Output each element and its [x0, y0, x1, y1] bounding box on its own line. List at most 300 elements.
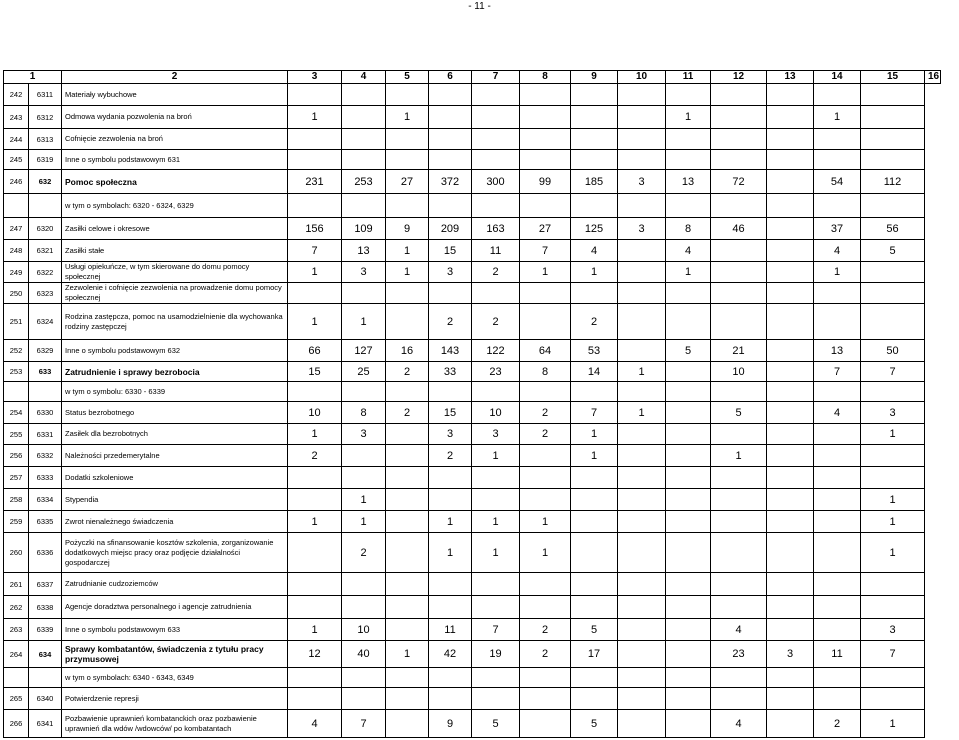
value-cell: 53 — [571, 340, 618, 362]
value-cell: 10 — [288, 402, 342, 424]
value-cell — [520, 84, 571, 106]
value-cell — [767, 489, 814, 511]
value-cell: 1 — [814, 262, 861, 283]
value-cell — [767, 84, 814, 106]
value-cell — [618, 106, 666, 129]
symbol-cell: 6337 — [29, 573, 62, 596]
symbol-cell: 6331 — [29, 424, 62, 445]
value-cell: 112 — [861, 170, 925, 194]
value-cell: 5 — [861, 240, 925, 262]
value-cell: 1 — [429, 533, 472, 573]
table-row — [4, 106, 941, 129]
value-cell — [711, 106, 767, 129]
value-cell: 10 — [711, 362, 767, 382]
value-cell — [618, 382, 666, 402]
value-cell: 1 — [472, 533, 520, 573]
value-cell — [861, 596, 925, 619]
value-cell — [386, 533, 429, 573]
value-cell — [814, 84, 861, 106]
value-cell — [571, 688, 618, 710]
symbol-cell: 6341 — [29, 710, 62, 738]
value-cell — [571, 150, 618, 170]
value-cell — [342, 668, 386, 688]
value-cell — [814, 573, 861, 596]
value-cell — [711, 511, 767, 533]
value-cell: 11 — [814, 641, 861, 668]
value-cell: 3 — [342, 424, 386, 445]
value-cell — [861, 283, 925, 304]
value-cell: 2 — [429, 445, 472, 467]
value-cell — [767, 129, 814, 150]
value-cell — [767, 668, 814, 688]
row-number: 243 — [4, 106, 29, 129]
header-row — [4, 71, 941, 84]
value-cell — [666, 619, 711, 641]
value-cell — [429, 106, 472, 129]
value-cell — [571, 106, 618, 129]
value-cell: 3 — [429, 262, 472, 283]
symbol-cell: 6334 — [29, 489, 62, 511]
row-number: 254 — [4, 402, 29, 424]
symbol-cell: 6311 — [29, 84, 62, 106]
value-cell — [342, 129, 386, 150]
value-cell: 2 — [472, 262, 520, 283]
value-cell — [472, 596, 520, 619]
column-header: 11 — [666, 71, 711, 84]
value-cell — [666, 511, 711, 533]
value-cell — [666, 84, 711, 106]
table-row — [4, 262, 941, 283]
value-cell — [814, 668, 861, 688]
value-cell — [767, 170, 814, 194]
value-cell — [342, 445, 386, 467]
value-cell: 300 — [472, 170, 520, 194]
value-cell — [571, 467, 618, 489]
category-name: Zezwolenie i cofnięcie zezwolenia na prowadzenie domu pomocy społecznej — [62, 283, 288, 304]
value-cell — [767, 218, 814, 240]
row-number: 259 — [4, 511, 29, 533]
value-cell: 2 — [386, 402, 429, 424]
value-cell: 7 — [520, 240, 571, 262]
value-cell — [288, 596, 342, 619]
row-number: 262 — [4, 596, 29, 619]
value-cell: 2 — [288, 445, 342, 467]
value-cell — [472, 668, 520, 688]
value-cell: 109 — [342, 218, 386, 240]
table-row — [4, 170, 941, 194]
value-cell: 25 — [342, 362, 386, 382]
table-row — [4, 445, 941, 467]
value-cell: 11 — [429, 619, 472, 641]
value-cell — [386, 467, 429, 489]
category-name: w tym o symbolach: 6320 - 6324, 6329 — [62, 194, 288, 218]
value-cell — [666, 533, 711, 573]
column-header: 6 — [429, 71, 472, 84]
value-cell — [711, 150, 767, 170]
value-cell — [711, 382, 767, 402]
value-cell: 1 — [666, 106, 711, 129]
value-cell: 99 — [520, 170, 571, 194]
column-header: 5 — [386, 71, 429, 84]
value-cell: 2 — [571, 304, 618, 340]
value-cell — [814, 489, 861, 511]
category-name: Status bezrobotnego — [62, 402, 288, 424]
value-cell: 54 — [814, 170, 861, 194]
value-cell: 10 — [472, 402, 520, 424]
value-cell: 3 — [618, 218, 666, 240]
row-number: 257 — [4, 467, 29, 489]
symbol-cell: 6323 — [29, 283, 62, 304]
value-cell — [386, 283, 429, 304]
table-row — [4, 688, 941, 710]
value-cell: 23 — [711, 641, 767, 668]
value-cell: 253 — [342, 170, 386, 194]
value-cell — [288, 150, 342, 170]
value-cell: 23 — [472, 362, 520, 382]
category-name: Zasiłek dla bezrobotnych — [62, 424, 288, 445]
value-cell — [767, 240, 814, 262]
value-cell: 1 — [711, 445, 767, 467]
value-cell — [386, 150, 429, 170]
table-row — [4, 304, 941, 340]
value-cell: 7 — [861, 641, 925, 668]
value-cell — [472, 688, 520, 710]
value-cell — [429, 467, 472, 489]
value-cell — [386, 511, 429, 533]
symbol-cell: 6319 — [29, 150, 62, 170]
category-name: w tym o symbolu: 6330 - 6339 — [62, 382, 288, 402]
value-cell: 1 — [342, 304, 386, 340]
category-name: Pomoc społeczna — [62, 170, 288, 194]
value-cell: 1 — [571, 424, 618, 445]
value-cell — [814, 304, 861, 340]
value-cell — [666, 150, 711, 170]
value-cell — [666, 129, 711, 150]
value-cell — [711, 84, 767, 106]
value-cell: 1 — [288, 511, 342, 533]
symbol-cell: 6324 — [29, 304, 62, 340]
value-cell: 4 — [288, 710, 342, 738]
value-cell — [386, 619, 429, 641]
value-cell — [429, 129, 472, 150]
value-cell — [618, 533, 666, 573]
value-cell: 3 — [429, 424, 472, 445]
value-cell: 2 — [814, 710, 861, 738]
table-row — [4, 240, 941, 262]
value-cell: 185 — [571, 170, 618, 194]
value-cell — [342, 194, 386, 218]
symbol-cell: 6330 — [29, 402, 62, 424]
column-header: 3 — [288, 71, 342, 84]
value-cell — [711, 194, 767, 218]
value-cell — [472, 467, 520, 489]
value-cell — [472, 283, 520, 304]
value-cell: 13 — [342, 240, 386, 262]
row-number: 250 — [4, 283, 29, 304]
value-cell — [767, 262, 814, 283]
value-cell — [618, 129, 666, 150]
value-cell — [472, 129, 520, 150]
value-cell — [618, 710, 666, 738]
value-cell — [618, 467, 666, 489]
table-row — [4, 218, 941, 240]
value-cell — [814, 424, 861, 445]
value-cell — [288, 688, 342, 710]
value-cell — [666, 710, 711, 738]
value-cell — [520, 668, 571, 688]
symbol-cell: 6335 — [29, 511, 62, 533]
value-cell — [520, 382, 571, 402]
value-cell: 1 — [288, 424, 342, 445]
value-cell — [288, 283, 342, 304]
value-cell — [288, 382, 342, 402]
value-cell — [767, 619, 814, 641]
value-cell: 15 — [288, 362, 342, 382]
value-cell: 5 — [571, 619, 618, 641]
value-cell: 1 — [520, 262, 571, 283]
value-cell — [618, 619, 666, 641]
value-cell — [666, 382, 711, 402]
value-cell — [571, 194, 618, 218]
value-cell: 4 — [666, 240, 711, 262]
value-cell — [429, 596, 472, 619]
row-number: 264 — [4, 641, 29, 668]
value-cell: 64 — [520, 340, 571, 362]
symbol-cell: 6322 — [29, 262, 62, 283]
value-cell — [666, 596, 711, 619]
value-cell: 1 — [386, 641, 429, 668]
value-cell — [386, 424, 429, 445]
value-cell: 66 — [288, 340, 342, 362]
value-cell — [472, 150, 520, 170]
table-row — [4, 641, 941, 668]
value-cell — [767, 283, 814, 304]
value-cell: 37 — [814, 218, 861, 240]
value-cell: 2 — [386, 362, 429, 382]
value-cell — [342, 688, 386, 710]
value-cell: 9 — [429, 710, 472, 738]
value-cell: 122 — [472, 340, 520, 362]
value-cell — [571, 382, 618, 402]
value-cell: 143 — [429, 340, 472, 362]
symbol-cell: 6338 — [29, 596, 62, 619]
value-cell: 1 — [861, 424, 925, 445]
category-name: Stypendia — [62, 489, 288, 511]
category-name: Zasiłki celowe i okresowe — [62, 218, 288, 240]
value-cell — [814, 194, 861, 218]
value-cell — [571, 84, 618, 106]
symbol-cell: 6312 — [29, 106, 62, 129]
value-cell: 11 — [472, 240, 520, 262]
value-cell — [861, 382, 925, 402]
value-cell: 3 — [342, 262, 386, 283]
value-cell — [571, 596, 618, 619]
value-cell — [814, 619, 861, 641]
value-cell: 21 — [711, 340, 767, 362]
value-cell: 4 — [571, 240, 618, 262]
value-cell — [520, 304, 571, 340]
value-cell: 2 — [520, 619, 571, 641]
value-cell — [429, 150, 472, 170]
row-number: 255 — [4, 424, 29, 445]
category-name: Odmowa wydania pozwolenia na broń — [62, 106, 288, 129]
value-cell: 1 — [861, 533, 925, 573]
value-cell: 46 — [711, 218, 767, 240]
category-name: Zatrudnienie i sprawy bezrobocia — [62, 362, 288, 382]
value-cell: 1 — [618, 362, 666, 382]
value-cell: 1 — [472, 445, 520, 467]
value-cell — [571, 511, 618, 533]
symbol-cell: 634 — [29, 641, 62, 668]
symbol-cell: 632 — [29, 170, 62, 194]
value-cell: 33 — [429, 362, 472, 382]
table-row — [4, 362, 941, 382]
table-row — [4, 489, 941, 511]
value-cell — [571, 489, 618, 511]
value-cell: 1 — [520, 533, 571, 573]
value-cell — [571, 573, 618, 596]
value-cell: 2 — [342, 533, 386, 573]
value-cell — [711, 283, 767, 304]
value-cell — [666, 641, 711, 668]
value-cell: 2 — [520, 402, 571, 424]
symbol-cell — [29, 194, 62, 218]
value-cell: 1 — [386, 106, 429, 129]
value-cell: 1 — [342, 511, 386, 533]
value-cell — [520, 150, 571, 170]
category-name: w tym o symbolach: 6340 - 6343, 6349 — [62, 668, 288, 688]
value-cell — [520, 596, 571, 619]
table-row — [4, 668, 941, 688]
value-cell — [767, 194, 814, 218]
value-cell — [861, 84, 925, 106]
value-cell: 1 — [571, 262, 618, 283]
value-cell: 1 — [814, 106, 861, 129]
value-cell: 372 — [429, 170, 472, 194]
column-header: 9 — [571, 71, 618, 84]
symbol-cell: 6340 — [29, 688, 62, 710]
value-cell — [618, 304, 666, 340]
symbol-cell — [29, 382, 62, 402]
value-cell: 4 — [814, 402, 861, 424]
value-cell — [861, 573, 925, 596]
category-name: Pożyczki na sfinansowanie kosztów szkolenia, zorganizowanie dodatkowych miejsc pracy oraz podjęcie działalności gospodarczej — [62, 533, 288, 573]
table-row — [4, 619, 941, 641]
category-name: Inne o symbolu podstawowym 631 — [62, 150, 288, 170]
column-header: 14 — [814, 71, 861, 84]
value-cell: 15 — [429, 402, 472, 424]
value-cell: 231 — [288, 170, 342, 194]
value-cell: 7 — [814, 362, 861, 382]
table-row — [4, 573, 941, 596]
column-header: 1 — [4, 71, 62, 84]
value-cell — [767, 596, 814, 619]
value-cell — [711, 240, 767, 262]
value-cell — [342, 467, 386, 489]
value-cell — [429, 84, 472, 106]
value-cell: 1 — [288, 304, 342, 340]
value-cell — [814, 445, 861, 467]
value-cell — [288, 467, 342, 489]
value-cell — [520, 573, 571, 596]
row-number: 248 — [4, 240, 29, 262]
row-number: 249 — [4, 262, 29, 283]
table-row — [4, 424, 941, 445]
value-cell: 15 — [429, 240, 472, 262]
row-number — [4, 194, 29, 218]
value-cell — [814, 283, 861, 304]
value-cell: 7 — [288, 240, 342, 262]
category-name: Agencje doradztwa personalnego i agencje zatrudnienia — [62, 596, 288, 619]
value-cell: 1 — [386, 262, 429, 283]
value-cell — [767, 467, 814, 489]
value-cell — [288, 489, 342, 511]
value-cell — [711, 262, 767, 283]
column-header: 15 — [861, 71, 925, 84]
value-cell — [767, 362, 814, 382]
value-cell — [571, 533, 618, 573]
value-cell: 1 — [288, 262, 342, 283]
value-cell: 12 — [288, 641, 342, 668]
value-cell — [288, 84, 342, 106]
value-cell — [814, 382, 861, 402]
value-cell: 4 — [711, 710, 767, 738]
value-cell: 8 — [342, 402, 386, 424]
value-cell: 156 — [288, 218, 342, 240]
value-cell — [814, 467, 861, 489]
category-name: Należności przedemerytalne — [62, 445, 288, 467]
value-cell — [520, 467, 571, 489]
value-cell — [618, 283, 666, 304]
row-number: 258 — [4, 489, 29, 511]
category-name: Zasiłki stałe — [62, 240, 288, 262]
value-cell: 1 — [571, 445, 618, 467]
value-cell: 27 — [386, 170, 429, 194]
row-number: 263 — [4, 619, 29, 641]
value-cell — [861, 150, 925, 170]
value-cell — [666, 573, 711, 596]
column-header: 13 — [767, 71, 814, 84]
row-number — [4, 382, 29, 402]
value-cell: 27 — [520, 218, 571, 240]
category-name: Inne o symbolu podstawowym 633 — [62, 619, 288, 641]
row-number: 252 — [4, 340, 29, 362]
value-cell — [767, 688, 814, 710]
value-cell — [666, 688, 711, 710]
value-cell — [618, 641, 666, 668]
category-name: Sprawy kombatantów, świadczenia z tytułu pracy przymusowej — [62, 641, 288, 668]
value-cell: 7 — [861, 362, 925, 382]
value-cell — [711, 668, 767, 688]
value-cell — [767, 402, 814, 424]
value-cell: 1 — [666, 262, 711, 283]
category-name: Dodatki szkoleniowe — [62, 467, 288, 489]
value-cell — [767, 340, 814, 362]
value-cell: 14 — [571, 362, 618, 382]
value-cell — [386, 668, 429, 688]
table-row — [4, 533, 941, 573]
symbol-cell: 6336 — [29, 533, 62, 573]
row-number: 242 — [4, 84, 29, 106]
value-cell: 8 — [666, 218, 711, 240]
value-cell — [666, 283, 711, 304]
value-cell — [571, 668, 618, 688]
row-number: 266 — [4, 710, 29, 738]
value-cell: 3 — [861, 402, 925, 424]
value-cell — [618, 573, 666, 596]
value-cell — [429, 573, 472, 596]
value-cell — [711, 573, 767, 596]
